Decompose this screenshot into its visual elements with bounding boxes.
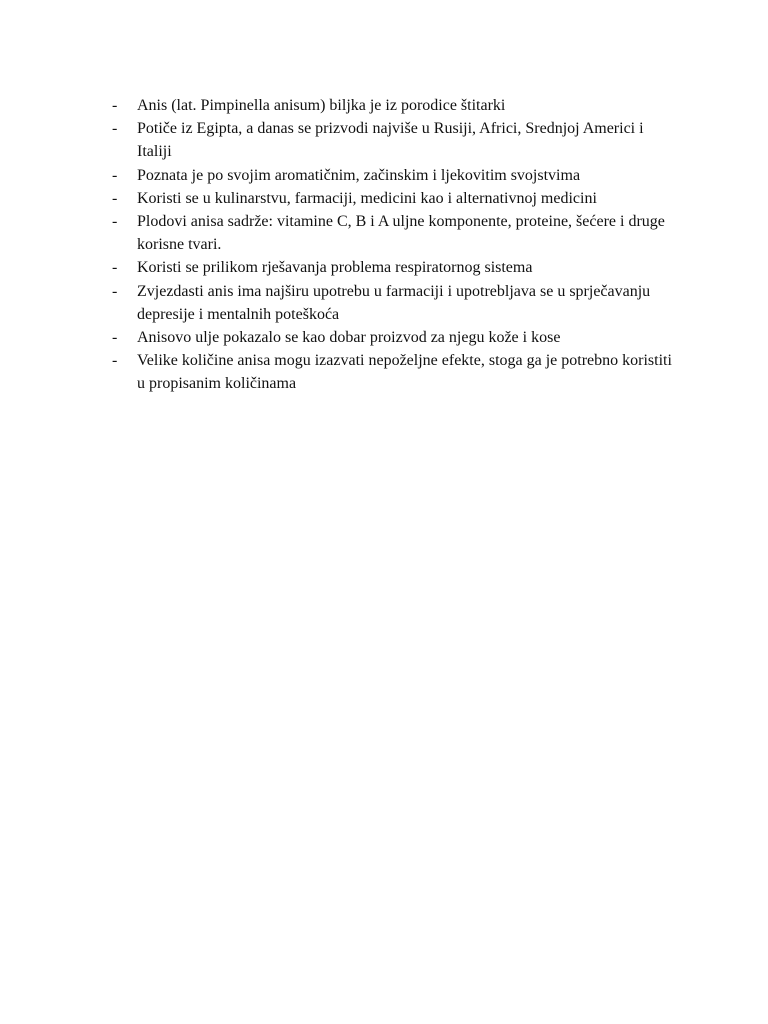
list-item xyxy=(112,210,682,256)
list-item xyxy=(112,280,682,326)
list-item-text: Poznata je po svojim aromatičnim, začinskim i ljekovitim svojstvima xyxy=(137,166,581,184)
bullet-marker: - xyxy=(112,329,118,347)
list-item-text: Koristi se u kulinarstvu, farmaciji, medicini kao i alternativnoj medicini xyxy=(137,189,597,207)
list-item xyxy=(112,349,682,395)
bullet-marker: - xyxy=(112,282,118,300)
bullet-marker: - xyxy=(112,213,118,231)
bullet-marker: - xyxy=(112,166,118,184)
bullet-list xyxy=(112,94,682,396)
list-item-text: Zvjezdasti anis ima najširu upotrebu u farmaciji i upotrebljava se u sprječavanju depresije i mentalnih poteškoća xyxy=(137,282,651,323)
bullet-marker: - xyxy=(112,189,118,207)
list-item-text: Anisovo ulje pokazalo se kao dobar proizvod za njegu kože i kose xyxy=(137,329,561,347)
list-item xyxy=(112,256,682,279)
list-item xyxy=(112,117,682,163)
list-item xyxy=(112,326,682,349)
bullet-marker: - xyxy=(112,120,118,138)
list-item xyxy=(112,94,682,117)
bullet-marker: - xyxy=(112,352,118,370)
list-item xyxy=(112,187,682,210)
list-item-text: Anis (lat. Pimpinella anisum) biljka je iz porodice štitarki xyxy=(137,97,506,114)
list-item-text: Plodovi anisa sadrže: vitamine C, B i A uljne komponente, proteine, šećere i druge korisne tvari. xyxy=(137,213,665,254)
bullet-marker: - xyxy=(112,259,118,277)
list-item-text: Koristi se prilikom rješavanja problema respiratornog sistema xyxy=(137,259,533,277)
bullet-marker: - xyxy=(112,97,118,114)
list-item xyxy=(112,164,682,187)
list-item-text: Velike količine anisa mogu izazvati nepoželjne efekte, stoga ga je potrebno koristiti u propisanim količinama xyxy=(137,352,672,393)
list-item-text: Potiče iz Egipta, a danas se prizvodi najviše u Rusiji, Africi, Srednjoj Americi i Italiji xyxy=(137,120,644,161)
